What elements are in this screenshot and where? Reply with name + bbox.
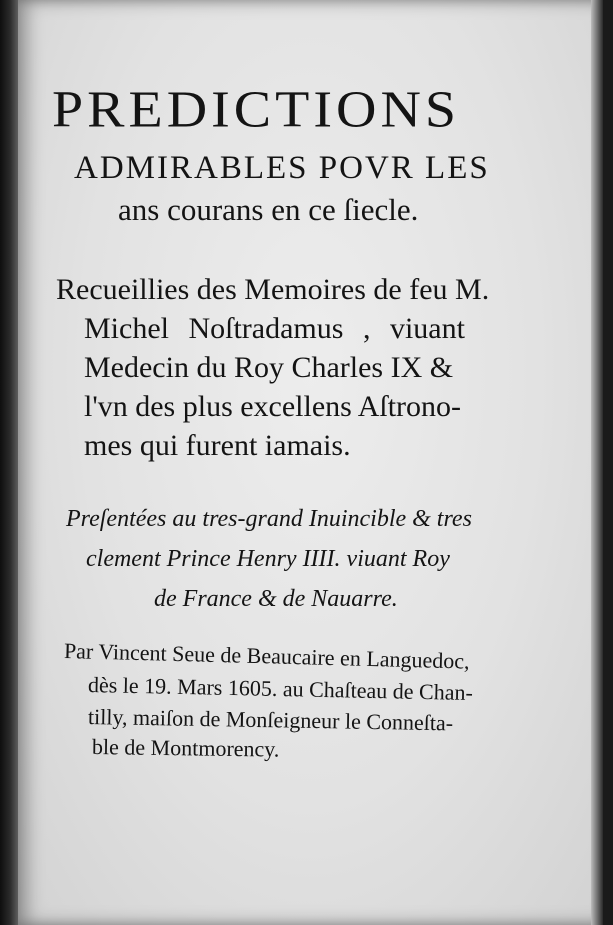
body-line: l'vn des plus excellens Aſtrono- [84, 390, 462, 423]
dedication-line: clement Prince Henry IIII. viuant Roy [86, 546, 450, 572]
subtitle-line-2: ans courans en ce ſiecle. [118, 192, 419, 227]
author-line: Par Vincent Seue de Beaucaire en Languedoc, [63, 638, 470, 674]
body-line: Recueillies des Memoires de feu M. [56, 273, 490, 306]
subtitle-line-1: ADMIRABLES POVR LES [74, 150, 490, 186]
body-line: Medecin du Roy Charles IX & [84, 351, 454, 384]
page-title: PREDICTIONS [52, 81, 461, 139]
page-edge [591, 0, 603, 925]
book-spine [0, 0, 20, 925]
dedication-line: Preſentées au tres-grand Inuincible & tres [66, 506, 472, 532]
body-line: Michel Noſtradamus , viuant [84, 312, 465, 345]
book-page [18, 0, 603, 925]
author-line: ble de Montmorency. [91, 734, 280, 762]
dedication-line: de France & de Nauarre. [154, 586, 398, 612]
author-line: tilly, maiſon de Monſeigneur le Conneſta- [87, 704, 454, 736]
body-line: mes qui furent iamais. [84, 429, 351, 462]
author-line: dès le 19. Mars 1605. au Chaſteau de Chan- [87, 672, 474, 706]
